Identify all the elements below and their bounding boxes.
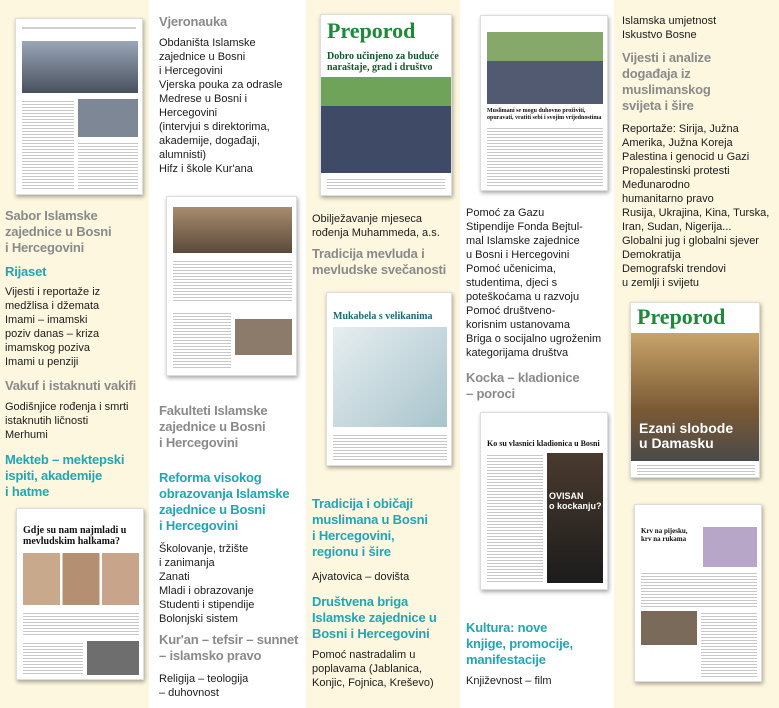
map-graphic: [703, 527, 757, 567]
gathering-photo: [487, 32, 603, 104]
kocka-heading: Kocka – kladionice – poroci: [466, 370, 580, 401]
quran-photo: [333, 327, 447, 427]
rijaset-items: Vijesti i reportaže iz medžlisa i džemata Imami – imamski poziv danas – kriza imamskog poziva Imami u penziji: [5, 286, 101, 368]
vjeronauka-items: Obdaništa Islamske zajednice u Bosni i Hercegovini Vjerska pouka za odrasle Medrese u Bosni i Hercegovini (intervjui s direktorima, akademije, događaji, alumnisti) Hifz i škole Kur'ana: [159, 37, 283, 175]
vakuf-heading: Vakuf i istaknuti vakifi: [5, 378, 137, 393]
page-thumbnail-mukabela: [326, 292, 452, 466]
thumb-headline: Mukabela s velikanima: [333, 311, 433, 322]
column-2: [149, 0, 306, 708]
sabor-heading: Sabor Islamske zajednice u Bosni i Hercegovini: [5, 208, 112, 255]
preporod-cover-2: [630, 302, 760, 478]
page-thumbnail-kladionice: [480, 412, 608, 590]
obiljezavanje-text: Obilježavanje mjeseca rođenja Muhammeda, a.s.: [312, 213, 440, 239]
kuran-heading: Kur'an – tefsir – sunnet – islamsko pravo: [159, 632, 299, 663]
cover-headline: Ezani slobode u Damasku: [639, 420, 734, 451]
page-thumbnail-fakulteti: [166, 196, 297, 376]
page-thumbnail-muslimani: [480, 15, 608, 191]
column-3: [306, 0, 460, 708]
vjeronauka-heading: Vjeronauka: [159, 14, 228, 29]
ajvatovica-text: Ajvatovica – dovišta: [312, 571, 410, 583]
vijesti-items: Reportaže: Sirija, Južna Amerika, Južna Koreja Palestina i genocid u Gazi Propalestinski protesti Međunarodno humanitarno pravo Rusija, Ukrajina, Kina, Turska, Iran, Sudan, Nigerija... Globalni jug i globalni sjever Demokratija Demografski trendovi u zemlji i svijetu: [622, 123, 770, 289]
thumb-headline: Ko su vlasnici kladionica u Bosni: [487, 439, 600, 448]
page-thumbnail-sabor: [15, 18, 143, 195]
tradicija-heading: Tradicija mevluda i mevludske svečanosti: [312, 246, 447, 277]
vakuf-items: Godišnjice rođenja i smrti istaknutih ličnosti Merhumi: [5, 401, 129, 441]
kultura-heading: Kultura: nove knjige, promocije, manifestacije: [466, 620, 573, 667]
thumb-sub: OVISAN o kockanju?: [549, 491, 602, 511]
kultura-items: Književnost – film: [466, 675, 552, 687]
mekteb-heading: Mekteb – mektepski ispiti, akademije i hatme: [5, 452, 125, 499]
hall-photo: [173, 207, 292, 253]
obicaji-heading: Tradicija i običaji muslimana u Bosni i Hercegovini, regionu i šire: [312, 496, 428, 559]
reforma-items: Školovanje, tržište i zanimanja Zanati Mladi i obrazovanje Studenti i stipendije Bolonjski sistem: [159, 543, 255, 625]
cover-headline: Dobro učinjeno za buduće naraštaje, grad i društvo: [327, 51, 439, 73]
kuran-items: Religija – teologija – duhovnost: [159, 673, 249, 699]
preporod-logo: Preporod: [637, 304, 726, 329]
drustvena-items: Pomoć nastradalim u poplavama (Jablanica, Konjic, Fojnica, Kreševo): [312, 649, 434, 689]
crowd-photo: [321, 77, 451, 173]
column-1: [0, 0, 149, 708]
column-5: [614, 0, 779, 708]
page-thumbnail-mekteb: [16, 508, 144, 680]
thumb-headline: Gdje su nam najmladi u mevludskim halkama?: [23, 525, 127, 547]
column-4: [460, 0, 614, 708]
preporod-logo: Preporod: [327, 18, 416, 43]
reforma-heading: Reforma visokog obrazovanja Islamske zajednice u Bosni i Hercegovini: [159, 470, 290, 533]
portrait-photos: [23, 553, 139, 605]
thumb-headline: Muslimani se mogu duhovno proživiti, opuravati, vratiti sebi i svojim vrijednostima: [487, 108, 602, 121]
preporod-cover-1: [320, 14, 452, 196]
ovisan-photo: [547, 453, 603, 583]
vijesti-heading: Vijesti i analize događaja iz muslimanskog svijeta i šire: [622, 50, 711, 113]
thumb-headline: Krv na pijesku, krv na rukama: [641, 527, 688, 543]
fakulteti-heading: Fakulteti Islamske zajednice u Bosni i Hercegovini: [159, 403, 268, 450]
rijaset-heading: Rijaset: [5, 264, 47, 279]
page-thumbnail-krv: [634, 504, 762, 682]
pomoc-items: Pomoć za Gazu Stipendije Fonda Bejtul- mal Islamske zajednice u Bosni i Hercegovini Pomoć učenicima, studentima, djeci s poteškoćama u razvoju Pomoć društveno- korisnim ustanovama Briga o socijalno ugroženim kategorijama društva: [466, 207, 602, 359]
group-photo: [22, 41, 138, 93]
drustvena-heading: Društvena briga Islamske zajednice u Bosni i Hercegovini: [312, 594, 437, 641]
umjetnost-items: Islamska umjetnost Iskustvo Bosne: [622, 15, 717, 41]
